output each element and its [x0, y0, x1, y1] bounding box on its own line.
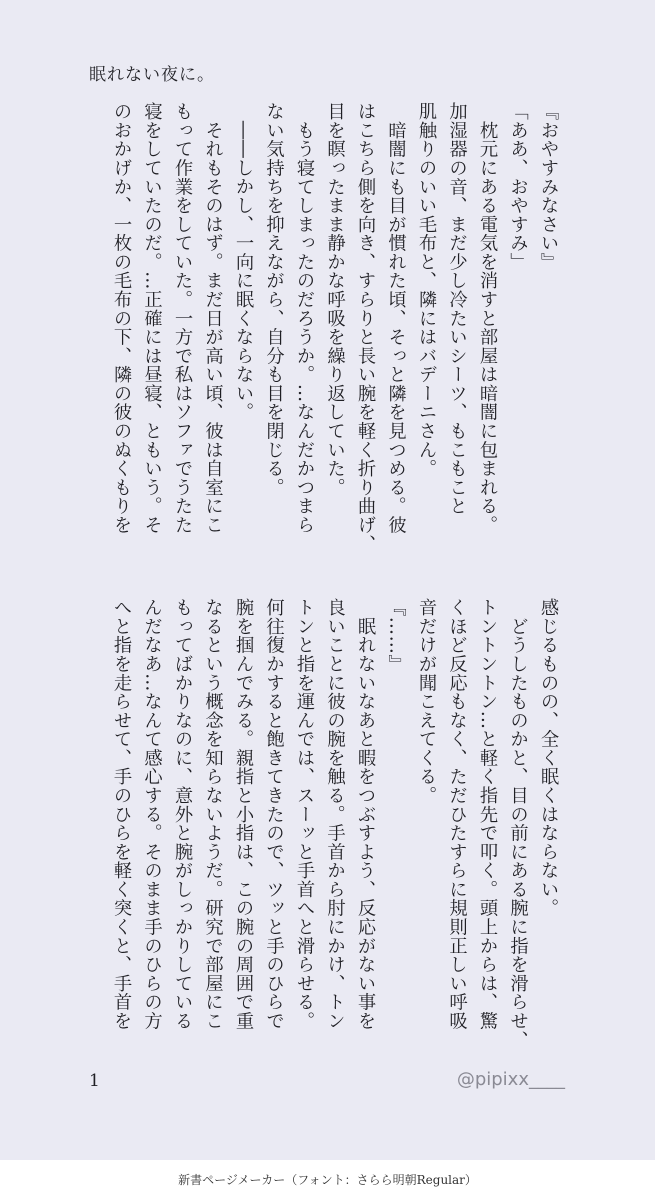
text-line: それもそのはず。まだ日が高い頃、彼は自室にこ: [202, 102, 224, 535]
text-line: へと指を走らせて、手のひらを軽く突くと、手首を: [111, 598, 132, 1031]
lower-text-block: [83, 598, 563, 1058]
text-line: 良いことに彼の腕を触る。手首から肘にかけ、トン: [324, 598, 346, 1031]
page-number: 1: [89, 1071, 100, 1091]
text-line: んだなあ…なんて感心する。そのまま手のひらの方: [141, 598, 163, 1031]
page-title: 眠れない夜に。: [89, 65, 215, 85]
text-line: 肌触りのいい毛布と、隣にはバデーニさん。: [416, 102, 437, 478]
text-line: ない気持ちを抑えながら、自分も目を閉じる。: [263, 102, 285, 497]
text-line: 『……』: [385, 598, 407, 674]
author-handle: @pipixx____: [456, 1069, 565, 1090]
text-line: くほど反応もなく、ただひたすらに規則正しい呼吸: [446, 598, 468, 1031]
text-line: ――しかし、一向に眠くならない。: [233, 102, 254, 422]
text-line: 暗闇にも目が慣れた頃、そっと隣を見つめる。彼: [385, 102, 407, 535]
text-line: 加湿器の音、まだ少し冷たいシーツ、もこもこと: [446, 102, 468, 516]
text-line: もって作業をしていた。一方で私はソファでうたた: [172, 102, 193, 535]
text-line: どうしたものかと、目の前にある腕に指を滑らせ、: [507, 598, 529, 1049]
upper-text-block: [83, 102, 563, 562]
text-line: 音だけが聞こえてくる。: [416, 598, 437, 805]
text-line: 寝をしていたのだ。…正確には昼寝、ともいう。そ: [141, 102, 163, 535]
text-line: 『おやすみなさい』: [538, 102, 559, 272]
text-line: はこちら側を向き、すらりと長い腕を軽く折り曲げ、: [355, 102, 376, 553]
text-line: 枕元にある電気を消すと部屋は暗闇に包まれる。: [477, 102, 498, 535]
text-line: のおかげか、一枚の毛布の下、隣の彼のぬくもりを: [111, 102, 132, 535]
text-line: 目を瞑ったまま静かな呼吸を繰り返していた。: [324, 102, 346, 497]
text-line: 腕を掴んでみる。親指と小指は、この腕の周囲で重: [233, 598, 254, 1031]
text-line: もってばかりなのに、意外と腕がしっかりしている: [172, 598, 193, 1031]
text-line: なるという概念を知らないようだ。研究で部屋にこ: [202, 598, 224, 1031]
generator-caption: 新書ページメーカー（フォント：さらら明朝Regular）: [0, 1160, 655, 1200]
text-line: トンと指を運んでは、スーッと手首へと滑らせる。: [294, 598, 315, 1031]
text-line: もう寝てしまったのだろうか。…なんだかつまら: [294, 102, 315, 535]
text-line: 何往復かすると飽きてきたので、ツッと手のひらで: [263, 598, 285, 1031]
text-line: 「ああ、おやすみ」: [507, 102, 529, 272]
text-line: トントントン…と軽く指先で叩く。頭上からは、驚: [477, 598, 498, 1031]
text-line: 感じるものの、全く眠くはならない。: [538, 598, 559, 918]
text-line: 眠れないなあと暇をつぶすよう、反応がない事を: [355, 598, 376, 1031]
